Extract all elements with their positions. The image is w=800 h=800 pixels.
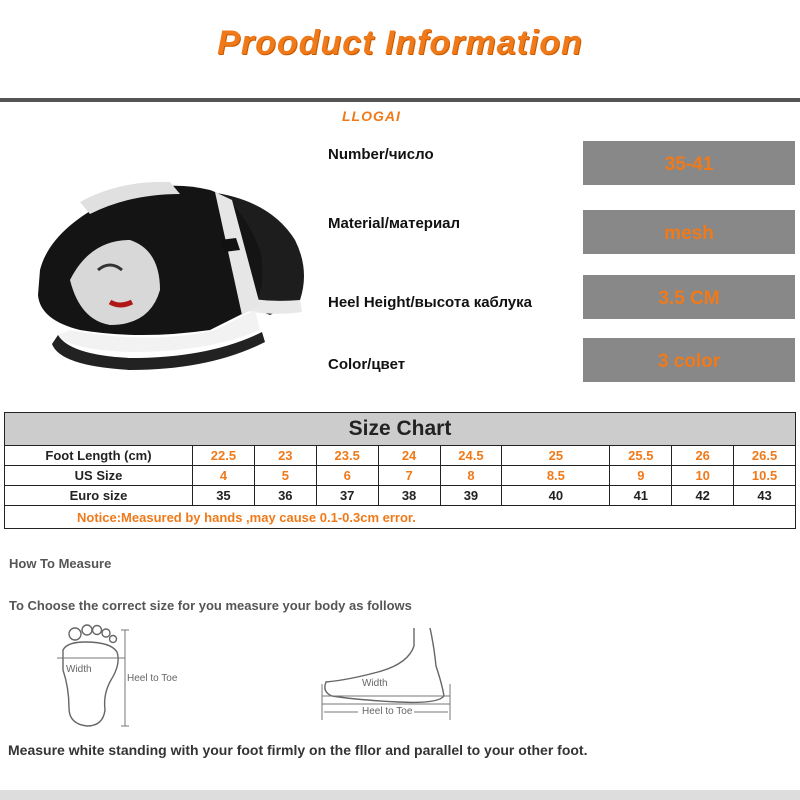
width-label: Width [66,664,92,675]
measure-heading: How To Measure [9,556,112,571]
table-cell: 9 [610,466,672,486]
spec-label-heel-height: Heel Height/высота каблука [328,294,532,311]
side-heel-to-toe-label: Heel to Toe [362,706,413,717]
table-cell: 36 [254,486,316,506]
table-cell: 38 [378,486,440,506]
table-cell: 10.5 [734,466,796,486]
side-width-label: Width [362,678,388,689]
table-cell: 23.5 [316,446,378,466]
table-cell: 24 [378,446,440,466]
table-cell: 26.5 [734,446,796,466]
table-cell: 22.5 [193,446,255,466]
table-cell: 5 [254,466,316,486]
bottom-divider [0,790,800,800]
row-label: Foot Length (cm) [5,446,193,466]
heel-to-toe-label: Heel to Toe [127,673,178,684]
size-chart-title: Size Chart [5,413,796,446]
spec-value-heel-height: 3.5 CM [583,275,795,319]
brand-name: LLOGAI [342,108,401,124]
table-row [5,486,796,506]
title-divider [0,98,800,102]
table-cell: 42 [672,486,734,506]
table-cell: 25.5 [610,446,672,466]
table-cell: 35 [193,486,255,506]
table-cell: 26 [672,446,734,466]
spec-label-number: Number/число [328,146,434,163]
table-cell: 24.5 [440,446,502,466]
spec-value-color: 3 color [583,338,795,382]
table-cell: 37 [316,486,378,506]
table-cell: 40 [502,486,610,506]
size-chart-table [4,412,796,529]
table-cell: 4 [193,466,255,486]
table-cell: 39 [440,486,502,506]
front-shoe [38,182,265,370]
measure-instruction: To Choose the correct size for you measure your body as follows [9,598,412,613]
table-cell: 7 [378,466,440,486]
table-cell: 10 [672,466,734,486]
spec-label-material: Material/материал [328,215,461,232]
spec-value-material: mesh [583,210,795,254]
measure-final-instruction: Measure white standing with your foot firmly on the fllor and parallel to your other foot. [8,742,588,758]
spec-value-number: 35-41 [583,141,795,185]
table-cell: 25 [502,446,610,466]
row-label: Euro size [5,486,193,506]
product-image [10,130,320,380]
table-row [5,466,796,486]
page-title: Prooduct Information [217,24,583,62]
table-cell: 8.5 [502,466,610,486]
table-cell: 8 [440,466,502,486]
table-cell: 6 [316,466,378,486]
row-label: US Size [5,466,193,486]
spec-label-color: Color/цвет [328,356,406,373]
table-row [5,446,796,466]
table-cell: 41 [610,486,672,506]
table-cell: 43 [734,486,796,506]
measurement-notice: Notice:Measured by hands ,may cause 0.1-0.3cm error. [5,506,796,529]
table-cell: 23 [254,446,316,466]
